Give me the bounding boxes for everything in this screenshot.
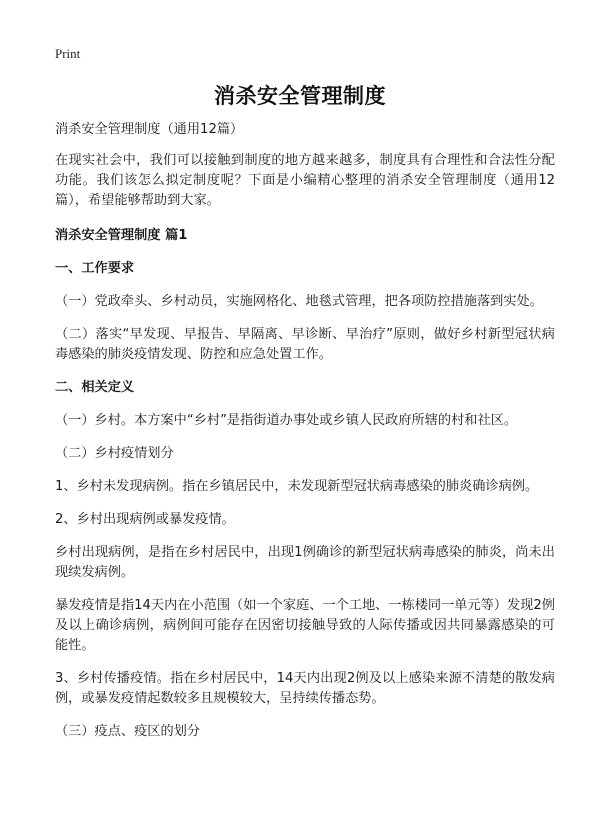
paragraph: （二）落实“早发现、早报告、早隔离、早诊断、早治疗”原则，做好乡村新型冠状病毒感染的肺炎疫情发现、防控和应急处置工作。 bbox=[55, 327, 555, 362]
section-title: 消杀安全管理制度 篇1 bbox=[55, 228, 188, 243]
paragraph: （一）乡村。本方案中“乡村”是指街道办事处或乡镇人民政府所辖的村和社区。 bbox=[55, 413, 518, 428]
paragraph: 1、乡村未发现病例。指在乡镇居民中，未发现新型冠状病毒感染的肺炎确诊病例。 bbox=[55, 479, 539, 494]
intro-paragraph: 在现实社会中，我们可以接触到制度的地方越来越多，制度具有合理性和合法性分配功能。我们该怎么拟定制度呢？下面是小编精心整理的消杀安全管理制度（通用12篇），希望能够帮助到大家。 bbox=[55, 153, 555, 208]
paragraph: 3、乡村传播疫情。指在乡村居民中，14天内出现2例及以上感染来源不清楚的散发病例，或暴发疫情起数较多且规模较大，呈持续传播态势。 bbox=[55, 671, 555, 706]
paragraph: 乡村出现病例，是指在乡村居民中，出现1例确诊的新型冠状病毒感染的肺炎，尚未出现续发病例。 bbox=[55, 545, 555, 580]
print-label: Print bbox=[55, 46, 81, 61]
paragraph: 暴发疫情是指14天内在小范围（如一个家庭、一个工地、一栋楼同一单元等）发现2例及以上确诊病例，病例间可能存在因密切接触导致的人际传播或因共同暴露感染的可能性。 bbox=[55, 598, 555, 653]
document-subtitle: 消杀安全管理制度（通用12篇） bbox=[55, 122, 244, 137]
heading-definitions: 二、相关定义 bbox=[55, 380, 135, 395]
heading-work-requirements: 一、工作要求 bbox=[55, 261, 135, 276]
paragraph: （三）疫点、疫区的划分 bbox=[55, 724, 201, 739]
document-body bbox=[55, 120, 555, 742]
paragraph: （二）乡村疫情划分 bbox=[55, 446, 174, 461]
page-title: 消杀安全管理制度 bbox=[214, 84, 386, 108]
paragraph: 2、乡村出现病例或暴发疫情。 bbox=[55, 512, 235, 527]
paragraph: （一）党政牵头、乡村动员，实施网格化、地毯式管理，把各项防控措施落到实处。 bbox=[55, 294, 543, 309]
